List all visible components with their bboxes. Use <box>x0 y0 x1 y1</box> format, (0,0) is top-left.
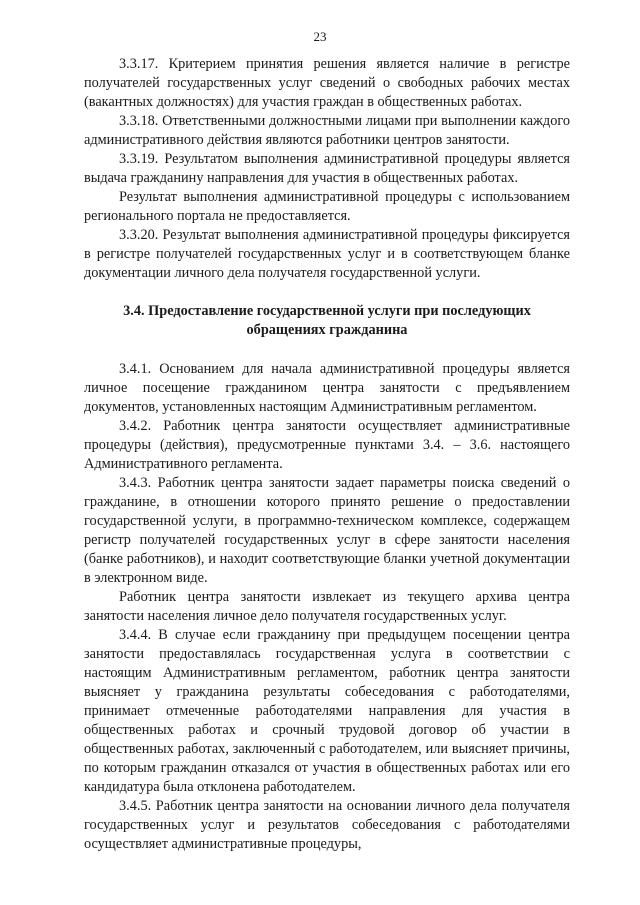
paragraph-3-3-19: 3.3.19. Результатом выполнения административной процедуры является выдача гражданину направления для участия в общественных работах. <box>84 151 570 186</box>
paragraph-3-4-4: 3.4.4. В случае если гражданину при предыдущем посещении центра занятости предоставлялась государственная услуга в соответствии с настоящим Административным регламентом, работник центра занятости выясняет у гражданина результаты собеседования с работодателями, принимает отмеченные работодателями направления для участия в общественных работах и срочный трудовой договор об участии в общественных работах, заключенный с работодателем, или выясняет причины, по которым гражданин отказался от участия в общественных работах или его кандидатура была отклонена работодателем. <box>84 627 570 795</box>
paragraph-3-3-20: 3.3.20. Результат выполнения административной процедуры фиксируется в регистре получателей государственных услуг и в соответствующем бланке документации личного дела получателя государственной услуги. <box>84 227 570 281</box>
paragraph-3-3-17: 3.3.17. Критерием принятия решения является наличие в регистре получателей государственных услуг сведений о свободных рабочих местах (вакантных должностях) для участия граждан в общественных работах. <box>84 56 570 110</box>
paragraph-3-4-3: 3.4.3. Работник центра занятости задает параметры поиска сведений о гражданине, в отношении которого принято решение о предоставлении государственной услуги, в программно-техническом комплексе, содержащем регистр получателей государственных услуг в сфере занятости населения (банке работников), и находит соответствующие бланки учетной документации в электронном виде. <box>84 475 570 586</box>
paragraph-3-4-3-archive: Работник центра занятости извлекает из текущего архива центра занятости населения личное дело получателя государственных услуг. <box>84 589 570 624</box>
paragraph-3-3-18: 3.3.18. Ответственными должностными лицами при выполнении каждого административного действия являются работники центров занятости. <box>84 113 570 148</box>
paragraph-3-3-19-portal: Результат выполнения административной процедуры с использованием регионального портала не предоставляется. <box>84 189 570 224</box>
document-body <box>84 55 570 854</box>
section-heading-3-4: 3.4. Предоставление государственной услуги при последующих обращениях гражданина <box>123 303 531 338</box>
paragraph-3-4-1: 3.4.1. Основанием для начала административной процедуры является личное посещение гражданином центра занятости с предъявлением документов, установленных настоящим Административным регламентом. <box>84 361 570 415</box>
page-number: 23 <box>313 29 327 44</box>
paragraph-3-4-5: 3.4.5. Работник центра занятости на основании личного дела получателя государственных услуг и результатов собеседования с работодателями осуществляет административные процедуры, <box>84 798 570 852</box>
paragraph-3-4-2: 3.4.2. Работник центра занятости осуществляет административные процедуры (действия), предусмотренные пунктами 3.4. – 3.6. настоящего Административного регламента. <box>84 418 570 472</box>
